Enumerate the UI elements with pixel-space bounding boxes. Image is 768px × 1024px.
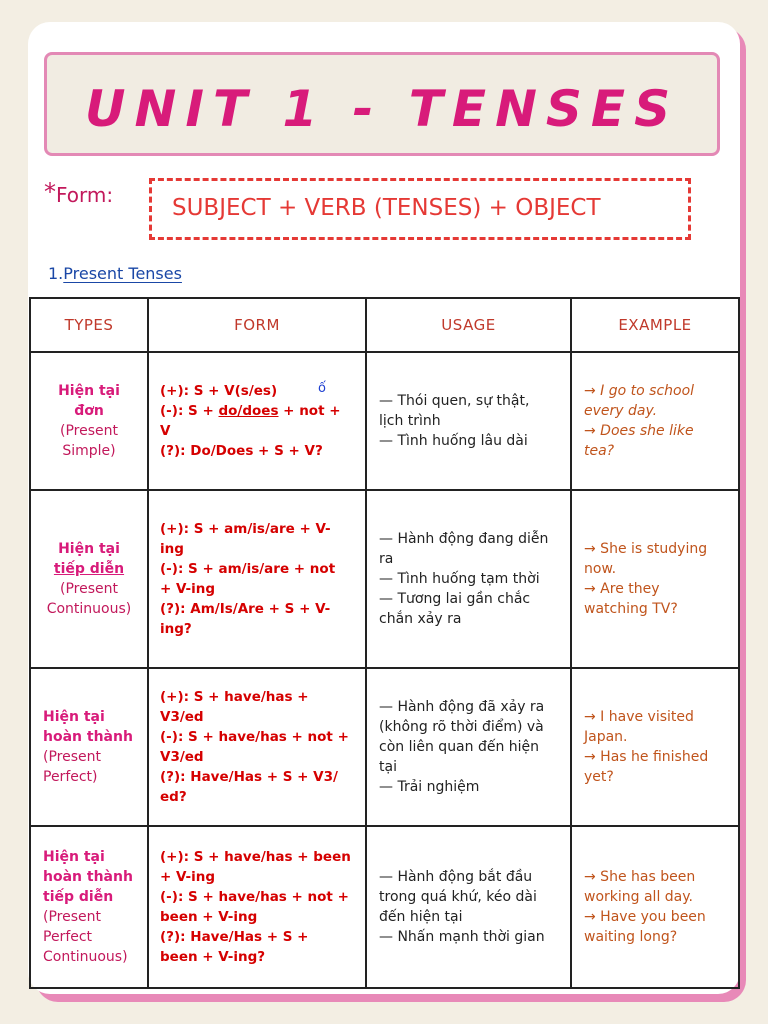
form-cell — [148, 668, 366, 826]
usage-line: — Hành động đã xảy ra — [379, 699, 545, 715]
example-line: waiting long? — [584, 929, 678, 945]
usage-line: còn liên quan đến hiện — [379, 739, 540, 755]
type-vn-line: hoàn thành — [43, 729, 133, 745]
form-label — [44, 178, 113, 207]
type-en-line: Simple) — [62, 443, 116, 459]
usage-line: tại — [379, 759, 397, 775]
form-line: (+): S + am/is/are + V- — [160, 521, 331, 537]
usage-line: đến hiện tại — [379, 909, 463, 925]
usage-line: ra — [379, 551, 394, 567]
usage-line: — Tình huống tạm thời — [379, 571, 540, 587]
type-vn-line: tiếp diễn — [53, 561, 125, 577]
type-en-line: (Present — [43, 909, 101, 925]
table-row — [30, 352, 739, 490]
form-line: + V-ing — [160, 869, 215, 885]
usage-cell — [366, 490, 571, 668]
type-vn-line: Hiện tại — [58, 541, 120, 557]
section-heading — [48, 264, 186, 283]
example-line: every day. — [584, 403, 658, 419]
example-cell — [571, 490, 739, 668]
header-form: FORM — [148, 298, 366, 352]
form-line: ing? — [160, 621, 192, 637]
example-line: → I go to school — [584, 383, 695, 399]
example-line: now. — [584, 561, 617, 577]
example-line: working all day. — [584, 889, 693, 905]
type-vn-line: Hiện tại — [43, 709, 105, 725]
example-line: → Has he finished — [584, 749, 709, 765]
form-line: ed? — [160, 789, 187, 805]
table-row — [30, 826, 739, 988]
form-cell — [148, 352, 366, 490]
section-number: 1. — [48, 264, 64, 283]
example-line: → Are they — [584, 581, 660, 597]
usage-line: — Thói quen, sự thật, — [379, 393, 530, 409]
type-cell — [30, 826, 148, 988]
form-line: V3/ed — [160, 709, 204, 725]
form-line: (?): Have/Has + S + V3/ — [160, 769, 338, 785]
form-text: (+): S + V(s/es) — [160, 383, 278, 399]
usage-line: — Hành động bắt đầu — [379, 869, 533, 885]
usage-line: trong quá khứ, kéo dài — [379, 889, 537, 905]
usage-line: — Tương lai gần chắc — [379, 591, 531, 607]
form-line: (+): S + have/has + — [160, 689, 309, 705]
form-line: (+): S + have/has + been — [160, 849, 351, 865]
example-line: Japan. — [584, 729, 628, 745]
example-line: → She is studying — [584, 541, 708, 557]
header-usage: USAGE — [366, 298, 571, 352]
type-en-line: Continuous) — [43, 949, 128, 965]
form-line: + V-ing — [160, 581, 215, 597]
usage-cell — [366, 826, 571, 988]
form-line: (-): S + have/has + not + — [160, 889, 349, 905]
form-label-text: Form: — [56, 183, 114, 207]
form-line — [160, 381, 355, 401]
section-title-link[interactable]: Present Tenses — [63, 264, 182, 283]
form-line: (?): Am/Is/Are + S + V- — [160, 601, 331, 617]
type-vn-line: Hiện tại — [58, 383, 120, 399]
formula-box — [149, 178, 691, 240]
form-text: (-): S + — [160, 403, 219, 419]
type-cell — [30, 352, 148, 490]
type-en-line: (Present — [60, 423, 118, 439]
form-line: V — [160, 423, 171, 439]
type-vn-line: hoàn thành — [43, 869, 133, 885]
example-line: yet? — [584, 769, 614, 785]
type-en-line: (Present — [43, 749, 101, 765]
header-example: EXAMPLE — [571, 298, 739, 352]
form-line: been + V-ing — [160, 909, 258, 925]
example-line: tea? — [584, 443, 615, 459]
usage-line: — Tình huống lâu dài — [379, 433, 528, 449]
form-line: (-): S + am/is/are + not — [160, 561, 336, 577]
title-banner — [44, 52, 720, 156]
usage-line: — Hành động đang diễn — [379, 531, 549, 547]
type-vn-line: Hiện tại — [43, 849, 105, 865]
example-line: → Have you been — [584, 909, 706, 925]
form-cell — [148, 490, 366, 668]
example-cell — [571, 826, 739, 988]
usage-cell — [366, 668, 571, 826]
type-en-line: (Present — [60, 581, 118, 597]
example-line: → I have visited — [584, 709, 694, 725]
header-types: TYPES — [30, 298, 148, 352]
form-line: (?): Do/Does + S + V? — [160, 443, 323, 459]
type-en-line: Perfect) — [43, 769, 98, 785]
usage-line: — Nhấn mạnh thời gian — [379, 929, 545, 945]
example-cell — [571, 352, 739, 490]
form-line: (-): S + have/has + not + — [160, 729, 349, 745]
table-header-row — [30, 298, 739, 352]
type-vn-line: tiếp diễn — [43, 889, 114, 905]
form-text: + not + — [278, 403, 341, 419]
usage-line: (không rõ thời điểm) và — [379, 719, 544, 735]
type-cell — [30, 490, 148, 668]
formula-text: SUBJECT + VERB (TENSES) + OBJECT — [172, 195, 601, 221]
form-line: been + V-ing? — [160, 949, 266, 965]
asterisk: * — [44, 178, 56, 206]
form-cell — [148, 826, 366, 988]
form-line: ing — [160, 541, 184, 557]
form-line: (?): Have/Has + S + — [160, 929, 309, 945]
tenses-table — [29, 297, 740, 989]
accent-mark: ố — [318, 381, 326, 396]
table-row — [30, 668, 739, 826]
type-vn-line: đơn — [74, 403, 104, 419]
type-cell — [30, 668, 148, 826]
table-row — [30, 490, 739, 668]
page-title: UNIT 1 - TENSES — [84, 80, 680, 138]
usage-line: — Trải nghiệm — [379, 779, 480, 795]
type-en-line: Perfect — [43, 929, 93, 945]
type-en-line: Continuous) — [46, 601, 132, 617]
usage-cell — [366, 352, 571, 490]
form-text-underlined: do/does — [218, 403, 279, 419]
usage-line: lịch trình — [379, 413, 441, 429]
example-line: → She has been — [584, 869, 696, 885]
example-line: watching TV? — [584, 601, 678, 617]
form-line: V3/ed — [160, 749, 204, 765]
example-cell — [571, 668, 739, 826]
example-line: → Does she like — [584, 423, 694, 439]
usage-line: chắn xảy ra — [379, 611, 462, 627]
form-line — [160, 401, 355, 421]
